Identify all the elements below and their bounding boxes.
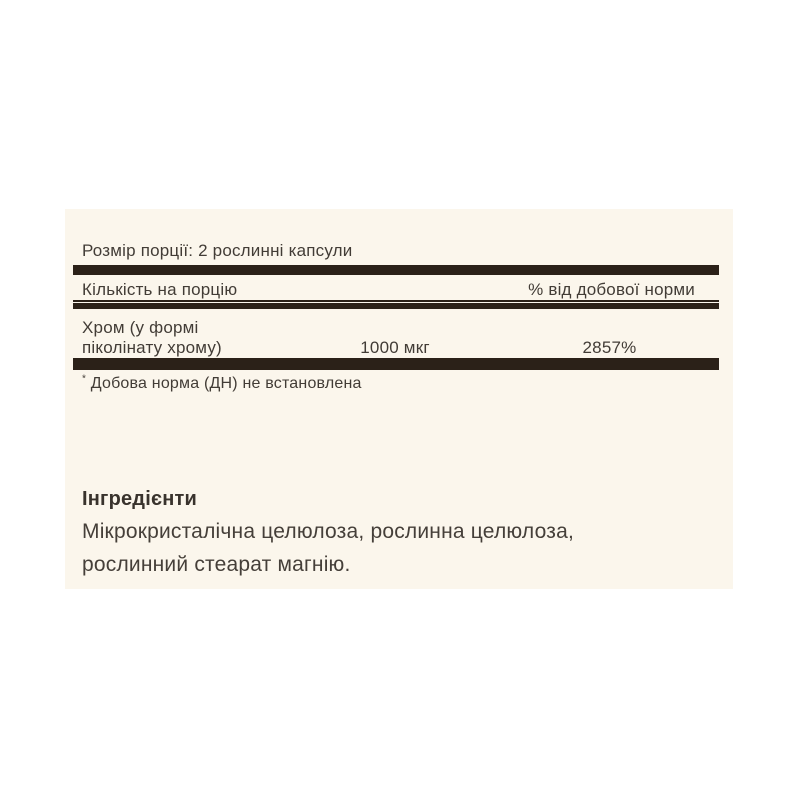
footnote-text: Добова норма (ДН) не встановлена — [90, 375, 362, 392]
ingredients-line-2: рослинний стеарат магнію. — [82, 553, 351, 576]
nutrient-daily-value: 2857% — [582, 338, 637, 357]
column-header-daily-value: % від добової норми — [528, 280, 695, 299]
footnote — [82, 374, 718, 393]
nutrient-row — [82, 318, 718, 358]
nutrient-amount: 1000 мкг — [360, 338, 430, 357]
nutrient-name-line-1: Хром (у формі — [82, 318, 199, 337]
footnote-asterisk: * — [82, 373, 87, 385]
divider-bar-top — [73, 265, 719, 275]
divider-bar-header — [73, 300, 719, 309]
divider-line-thick — [73, 303, 719, 309]
ingredients-title: Інгредієнти — [82, 488, 197, 510]
ingredients-line-1: Мікрокристалічна целюлоза, рослинна целюлоза, — [82, 520, 574, 543]
divider-bar-bottom — [73, 358, 719, 370]
nutrient-name-line-2: піколінату хрому) — [82, 338, 222, 357]
serving-size-text: Розмір порції: 2 рослинні капсули — [82, 241, 353, 260]
supplement-facts-panel — [65, 209, 733, 589]
table-header-row — [82, 280, 718, 300]
column-header-amount-per-serving: Кількість на порцію — [82, 280, 238, 299]
